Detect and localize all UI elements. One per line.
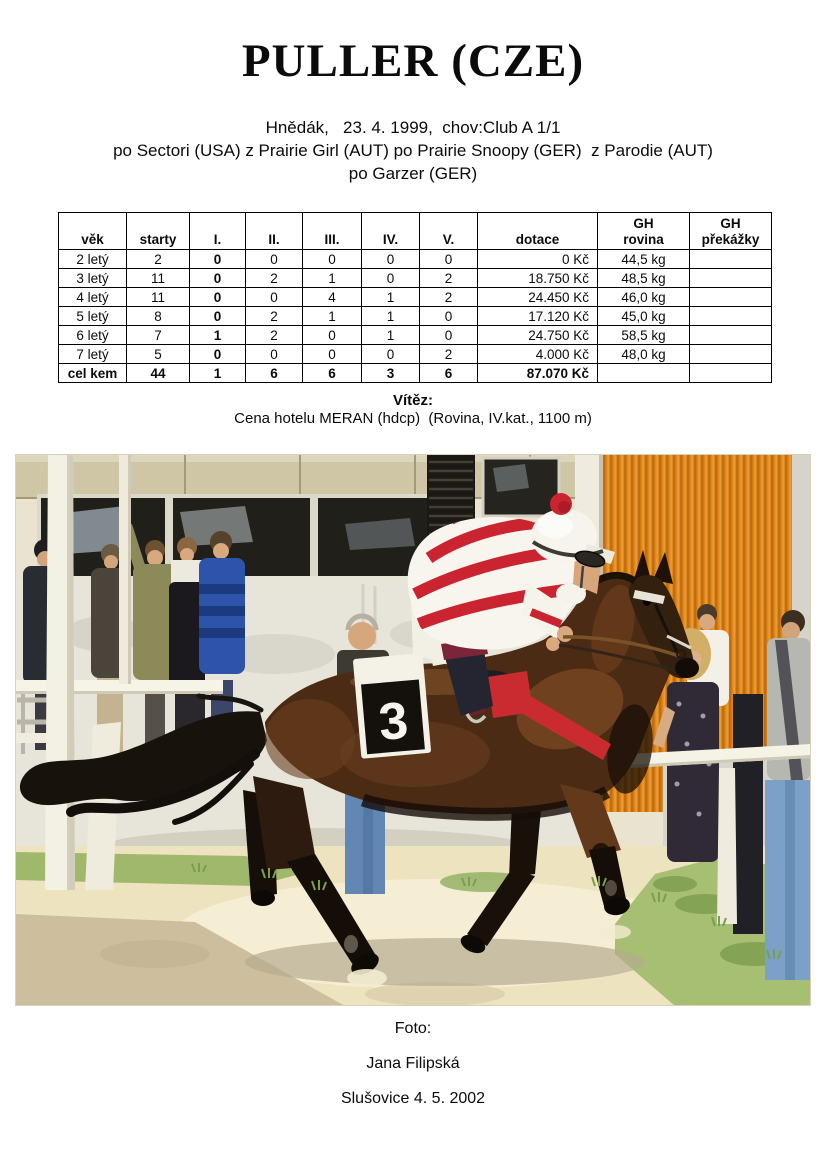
column-header: GH překážky <box>690 213 772 250</box>
table-cell: 2 <box>420 288 478 307</box>
results-table <box>58 212 772 383</box>
table-cell: 18.750 Kč <box>478 269 598 288</box>
table-cell: 0 <box>190 345 246 364</box>
table-total-row <box>59 364 772 383</box>
table-cell <box>690 269 772 288</box>
table-cell: 0 <box>303 250 362 269</box>
table-row <box>59 345 772 364</box>
table-cell: 4.000 Kč <box>478 345 598 364</box>
table-cell: 2 letý <box>59 250 127 269</box>
table-row <box>59 269 772 288</box>
results-table-wrap <box>58 212 772 383</box>
winner-race: Cena hotelu MERAN (hdcp) (Rovina, IV.kat., 1100 m) <box>234 410 592 427</box>
pedigree-line-3: po Garzer (GER) <box>348 164 478 183</box>
table-cell: 2 <box>246 269 303 288</box>
table-cell: 0 <box>303 326 362 345</box>
table-cell: 1 <box>362 326 420 345</box>
pedigree-line-1: Hnědák, 23. 4. 1999, chov:Club A 1/1 <box>265 118 561 137</box>
jockey-hand <box>557 626 573 642</box>
table-cell: 1 <box>190 364 246 383</box>
table-cell: 0 <box>190 250 246 269</box>
table-cell: 6 <box>420 364 478 383</box>
table-cell <box>690 326 772 345</box>
table-cell: 0 <box>190 269 246 288</box>
column-header: dotace <box>478 213 598 250</box>
table-row <box>59 250 772 269</box>
table-cell: 7 <box>127 326 190 345</box>
place-date: Slušovice 4. 5. 2002 <box>340 1090 486 1107</box>
saddle-number: 3 <box>376 691 411 753</box>
table-cell: 2 <box>127 250 190 269</box>
table-cell: 11 <box>127 269 190 288</box>
column-header: věk <box>59 213 127 250</box>
table-cell: 45,0 kg <box>598 307 690 326</box>
winner-block <box>0 392 826 428</box>
number-cloth <box>353 653 431 759</box>
column-header: IV. <box>362 213 420 250</box>
table-cell: 46,0 kg <box>598 288 690 307</box>
table-cell: 4 letý <box>59 288 127 307</box>
table-cell: 6 <box>246 364 303 383</box>
table-cell: 1 <box>362 288 420 307</box>
table-cell: 0 <box>190 288 246 307</box>
table-cell: 11 <box>127 288 190 307</box>
table-cell: 17.120 Kč <box>478 307 598 326</box>
table-cell: 1 <box>190 326 246 345</box>
table-cell: 48,0 kg <box>598 345 690 364</box>
table-cell: 0 <box>246 250 303 269</box>
table-cell: 58,5 kg <box>598 326 690 345</box>
table-cell: 44 <box>127 364 190 383</box>
table-cell: 0 <box>362 269 420 288</box>
table-cell: 6 letý <box>59 326 127 345</box>
table-cell: 2 <box>246 307 303 326</box>
table-cell: 0 <box>190 307 246 326</box>
table-cell: 2 <box>420 269 478 288</box>
table-cell: 1 <box>303 307 362 326</box>
table-cell: 0 <box>303 345 362 364</box>
page-title: PULLER (CZE) <box>241 35 585 87</box>
table-cell: 2 <box>420 345 478 364</box>
table-cell: 44,5 kg <box>598 250 690 269</box>
table-cell: 24.750 Kč <box>478 326 598 345</box>
table-cell: 3 <box>362 364 420 383</box>
table-cell: cel kem <box>59 364 127 383</box>
table-cell: 0 <box>420 326 478 345</box>
table-cell <box>690 250 772 269</box>
table-cell: 5 <box>127 345 190 364</box>
table-cell: 4 <box>303 288 362 307</box>
pedigree-block <box>0 116 826 185</box>
table-cell: 0 <box>420 307 478 326</box>
column-header: I. <box>190 213 246 250</box>
race-photo-illustration <box>15 454 811 1006</box>
table-cell: 8 <box>127 307 190 326</box>
column-header: III. <box>303 213 362 250</box>
table-cell: 24.450 Kč <box>478 288 598 307</box>
table-cell: 6 <box>303 364 362 383</box>
race-photo <box>15 454 811 1006</box>
pedigree-line-2: po Sectori (USA) z Prairie Girl (AUT) po Prairie Snoopy (GER) z Parodie (AUT) <box>113 141 713 160</box>
table-cell: 0 <box>246 288 303 307</box>
table-cell: 7 letý <box>59 345 127 364</box>
table-cell: 0 <box>362 250 420 269</box>
table-row <box>59 288 772 307</box>
table-cell: 48,5 kg <box>598 269 690 288</box>
table-cell: 1 <box>362 307 420 326</box>
table-cell <box>690 288 772 307</box>
table-cell: 0 <box>420 250 478 269</box>
column-header: GH rovina <box>598 213 690 250</box>
table-cell: 0 <box>362 345 420 364</box>
table-cell <box>690 345 772 364</box>
table-header-row <box>59 213 772 250</box>
sand-puff <box>347 969 387 987</box>
table-cell: 3 letý <box>59 269 127 288</box>
photographer-name: Jana Filipská <box>366 1055 460 1072</box>
table-cell <box>690 364 772 383</box>
table-cell <box>690 307 772 326</box>
table-row <box>59 326 772 345</box>
table-cell: 5 letý <box>59 307 127 326</box>
table-cell <box>598 364 690 383</box>
table-cell: 0 Kč <box>478 250 598 269</box>
winner-label: Vítěz: <box>392 392 433 409</box>
table-row <box>59 307 772 326</box>
table-cell: 2 <box>246 326 303 345</box>
table-cell: 1 <box>303 269 362 288</box>
table-cell: 87.070 Kč <box>478 364 598 383</box>
horse-shadow <box>245 938 645 986</box>
column-header: V. <box>420 213 478 250</box>
column-header: starty <box>127 213 190 250</box>
column-header: II. <box>246 213 303 250</box>
foto-label: Foto: <box>394 1020 432 1037</box>
table-cell: 0 <box>246 345 303 364</box>
